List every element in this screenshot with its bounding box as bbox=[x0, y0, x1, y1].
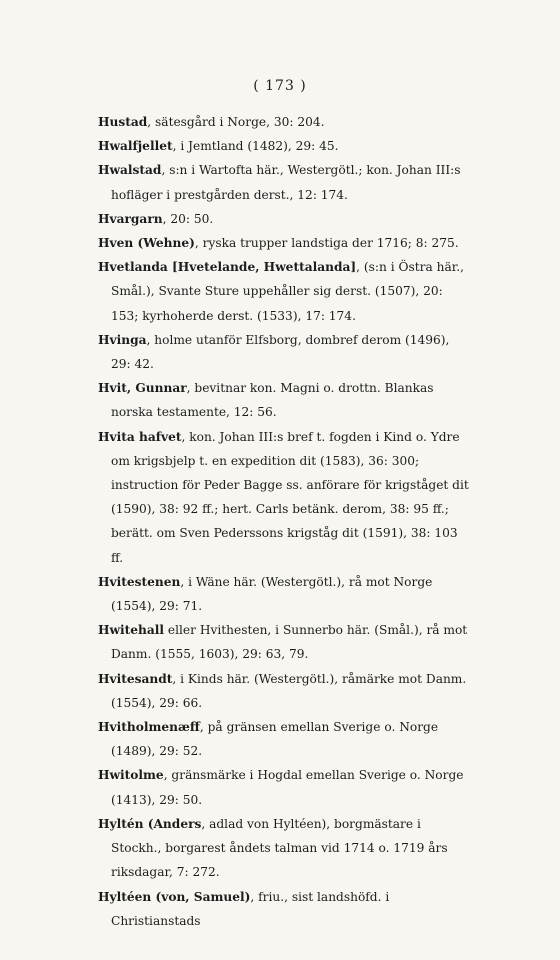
entry-text: , holme utanför Elfsborg, dombref derom (1496), 29: 42. bbox=[111, 332, 450, 372]
entry-headword: Hyltén (Anders bbox=[98, 816, 202, 831]
entry-text: , (s:n i Östra här., Smål.), Svante Sture uppehåller sig derst. (1507), 20: 153; kyrhoherde derst. (1533), 17: 174. bbox=[111, 260, 464, 323]
index-entry bbox=[98, 885, 470, 933]
entry-headword: Hwalstad bbox=[98, 163, 162, 178]
index-entries bbox=[98, 110, 470, 933]
index-entry bbox=[98, 376, 470, 424]
index-entry bbox=[98, 763, 470, 811]
index-entry bbox=[98, 618, 470, 666]
page-number: ( 173 ) bbox=[253, 78, 307, 94]
entry-headword: Hven (Wehne) bbox=[98, 236, 195, 251]
entry-headword: Hvit, Gunnar bbox=[98, 381, 187, 396]
entry-text: , gränsmärke i Hogdal emellan Sverige o. Norge (1413), 29: 50. bbox=[111, 768, 464, 807]
index-entry bbox=[98, 425, 470, 570]
entry-headword: Hvitestenen bbox=[98, 574, 181, 589]
entry-headword: Hvitesandt bbox=[98, 671, 173, 686]
index-entry bbox=[98, 715, 470, 763]
index-entry bbox=[98, 231, 470, 255]
entry-headword: Hvinga bbox=[98, 332, 147, 347]
index-entry bbox=[98, 570, 470, 618]
entry-text: , kon. Johan III:s bref t. fogden i Kind o. Ydre om krigsbjelp t. en expedition dit (1583), 36: 300; instruction för Peder Bagge ss. anförare för krigståget dit (1590), 38: 92 ff.; hert. Carls betänk. derom, 38: 95 ff.; berätt. om Sven Pederssons krigståg dit (1591), 38: 103 ff. bbox=[111, 429, 469, 565]
entry-text: , s:n i Wartofta här., Westergötl.; kon. Johan III:s hofläger i prestgården derst., 12: 174. bbox=[111, 163, 461, 202]
entry-headword: Hvetlanda [Hvetelande, Hwettalanda] bbox=[98, 260, 357, 275]
index-entry bbox=[98, 667, 470, 715]
entry-headword: Hvargarn bbox=[98, 211, 163, 226]
entry-text: , på gränsen emellan Sverige o. Norge (1489), 29: 52. bbox=[111, 720, 439, 759]
entry-text: , bevitnar kon. Magni o. drottn. Blankas norska testamente, 12: 56. bbox=[111, 381, 434, 420]
entry-text: , i Jemtland (1482), 29: 45. bbox=[172, 139, 339, 154]
index-entry bbox=[98, 255, 470, 328]
entry-text: , i Kinds här. (Westergötl.), råmärke mot Danm. (1554), 29: 66. bbox=[111, 671, 467, 710]
entry-headword: Hvitholmenæff bbox=[98, 720, 200, 735]
index-entry bbox=[98, 328, 470, 376]
entry-text: , adlad von Hyltéen), borgmästare i Stockh., borgarest åndets talman vid 1714 o. 1719 års riksdagar, 7: 272. bbox=[111, 816, 448, 880]
index-entry bbox=[98, 134, 470, 158]
entry-text: , 20: 50. bbox=[162, 211, 214, 226]
entry-headword: Hustad bbox=[98, 115, 148, 129]
entry-text: eller Hvithesten, i Sunnerbo här. (Smål.), rå mot Danm. (1555, 1603), 29: 63, 79. bbox=[111, 623, 468, 662]
entry-text: , sätesgård i Norge, 30: 204. bbox=[147, 115, 325, 129]
index-entry bbox=[98, 812, 470, 885]
entry-text: , friu., sist landshöfd. i Christianstads bbox=[111, 889, 390, 928]
entry-headword: Hvita hafvet bbox=[98, 429, 182, 444]
entry-headword: Hwitehall bbox=[98, 623, 165, 638]
entry-headword: Hwitolme bbox=[98, 768, 164, 783]
entry-text: , ryska trupper landstiga der 1716; 8: 275. bbox=[194, 236, 459, 251]
index-entry bbox=[98, 110, 470, 134]
entry-headword: Hyltéen (von, Samuel) bbox=[98, 889, 251, 904]
index-entry bbox=[98, 158, 470, 206]
index-entry bbox=[98, 207, 470, 231]
entry-headword: Hwalfjellet bbox=[98, 139, 173, 154]
entry-text: , i Wäne här. (Westergötl.), rå mot Norge (1554), 29: 71. bbox=[111, 574, 433, 614]
